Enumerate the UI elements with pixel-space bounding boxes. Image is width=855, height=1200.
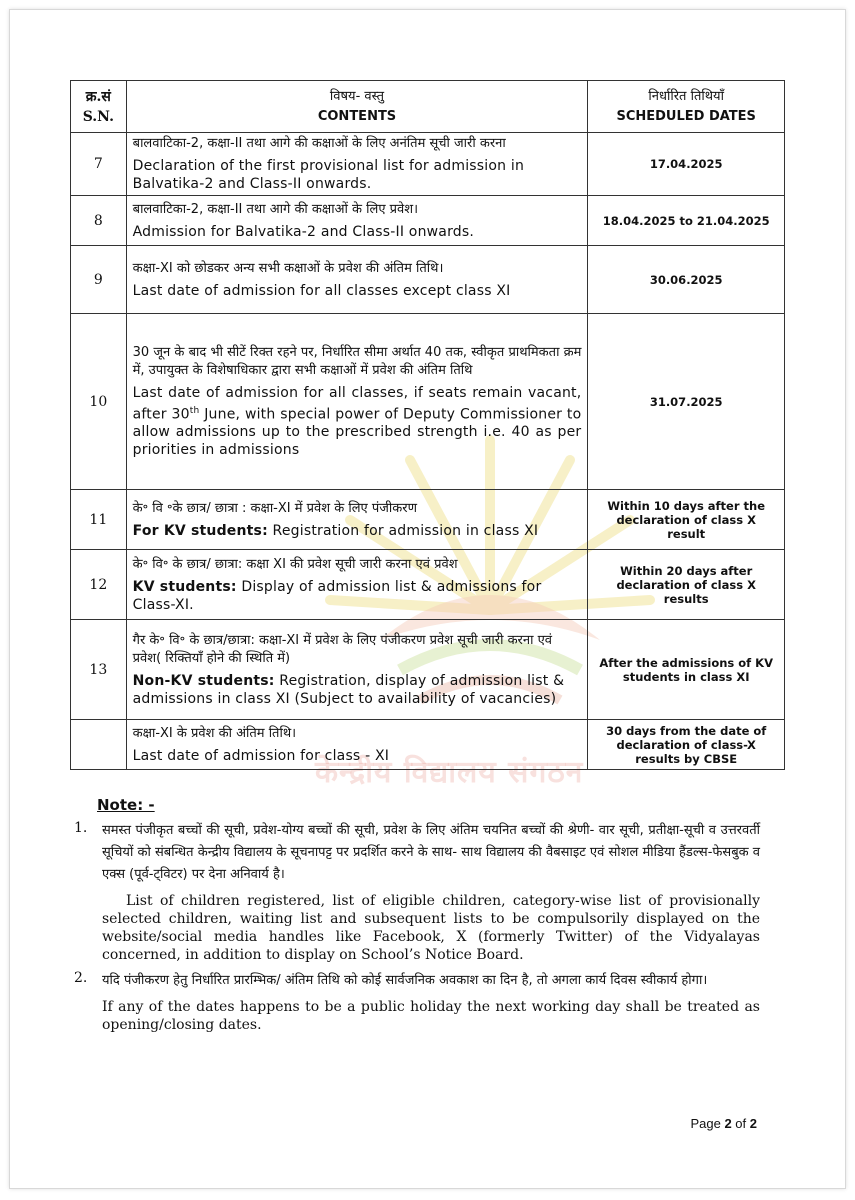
row-date: 30.06.2025 — [588, 246, 785, 314]
row-content-english: Last date of admission for class - XI — [132, 747, 390, 764]
row-content — [126, 720, 588, 770]
table-header-row — [71, 81, 785, 133]
row-date: Within 20 days after declaration of class X results — [588, 550, 785, 620]
note-item — [70, 970, 760, 1034]
row-content-hindi: कक्षा-XI के प्रवेश की अंतिम तिथि। — [132, 725, 297, 741]
row-content-hindi: बालवाटिका-2, कक्षा-II तथा आगे की कक्षाओं के लिए अनंतिम सूची जारी करना — [132, 136, 506, 151]
row-sn: 7 — [71, 133, 127, 196]
schedule-table — [70, 80, 785, 770]
row-content — [126, 196, 588, 246]
table-row — [71, 133, 785, 196]
row-date: 30 days from the date of declaration of class-X results by CBSE — [588, 720, 785, 770]
table-row — [71, 620, 785, 720]
row-date: 31.07.2025 — [588, 314, 785, 490]
row-content-english: KV students: Display of admission list & admissions for Class-XI. — [132, 578, 542, 613]
row-sn: 9 — [71, 246, 127, 314]
row-content-english: Last date of admission for all classes, if seats remain vacant, after 30th June, with special power of Deputy Commissioner to allow admissions up to the prescribed strength i.e. 40 as per priorities in admissions — [132, 384, 582, 459]
header-sn: क्र.सं S.N. — [71, 81, 127, 133]
note-hindi: समस्त पंजीकृत बच्चों की सूची, प्रवेश-योग्य बच्चों की सूची, प्रवेश के लिए अंतिम चयनित बच्चों की श्रेणी- वार सूची, प्रतीक्षा-सूची व उत्तरवर्ती सूचियों को संबन्धित केन्द्रीय विद्यालय के सूचनापट्ट पर प्रदर्शित करने के साथ- साथ विद्यालय की वैबसाइट एवं सोशल मीडिया हैंडल्स-फेसबुक व एक्स (पूर्व-ट्विटर) पर देना अनिवार्य है। — [102, 823, 760, 882]
table-row — [71, 490, 785, 550]
row-date: Within 10 days after the declaration of class X result — [588, 490, 785, 550]
note-item — [70, 820, 760, 964]
row-content-hindi: गैर के॰ वि॰ के छात्र/छात्रा: कक्षा-XI में प्रवेश के लिए पंजीकरण प्रवेश सूची जारी करना एवं प्रवेश( रिक्तियाँ होने की स्थिति में) — [132, 632, 553, 666]
notes-section — [70, 796, 760, 1034]
row-content-hindi: बालवाटिका-2, कक्षा-II तथा आगे की कक्षाओं के लिए प्रवेश। — [132, 201, 419, 217]
note-number: 1. — [74, 820, 88, 836]
watermark-text: केन्द्रीय विद्यालय संगठन — [315, 755, 584, 790]
row-sn: 13 — [71, 620, 127, 720]
note-number: 2. — [74, 970, 88, 986]
row-sn — [71, 720, 127, 770]
row-content — [126, 550, 588, 620]
row-content — [126, 490, 588, 550]
table-row — [71, 720, 785, 770]
row-content — [126, 133, 588, 196]
row-sn: 12 — [71, 550, 127, 620]
row-content — [126, 246, 588, 314]
row-content-english: Admission for Balvatika-2 and Class-II onwards. — [132, 223, 475, 240]
row-content-english: Declaration of the first provisional list for admission in Balvatika-2 and Class-II onwards. — [132, 158, 525, 192]
row-content-hindi: 30 जून के बाद भी सीटें रिक्त रहने पर, निर्धारित सीमा अर्थात 40 तक, स्वीकृत प्राथमिकता क्रम में, उपायुक्त के विशेषाधिकार द्वारा सभी कक्षाओं में प्रवेश की अंतिम तिथि — [132, 344, 582, 378]
header-contents: विषय- वस्तु CONTENTS — [126, 81, 588, 133]
row-content-hindi: कक्षा-XI को छोडकर अन्य सभी कक्षाओं के प्रवेश की अंतिम तिथि। — [132, 260, 444, 276]
table-row — [71, 196, 785, 246]
row-content — [126, 314, 588, 490]
row-content-english: Non-KV students: Registration, display of admission list & admissions in class XI (Subject to availability of vacancies) — [132, 672, 565, 707]
note-english: If any of the dates happens to be a public holiday the next working day shall be treated as opening/closing dates. — [102, 999, 760, 1033]
table-row — [71, 246, 785, 314]
row-sn: 11 — [71, 490, 127, 550]
header-scheduled-dates: निर्धारित तिथियाँ SCHEDULED DATES — [588, 81, 785, 133]
row-content — [126, 620, 588, 720]
row-content-hindi: के॰ वि॰ के छात्र/ छात्रा: कक्षा XI की प्रवेश सूची जारी करना एवं प्रवेश — [132, 556, 458, 572]
row-date: 18.04.2025 to 21.04.2025 — [588, 196, 785, 246]
row-sn: 10 — [71, 314, 127, 490]
row-date: 17.04.2025 — [588, 133, 785, 196]
notes-heading: Note: - — [97, 796, 155, 814]
row-date: After the admissions of KV students in class XI — [588, 620, 785, 720]
table-row — [71, 550, 785, 620]
row-sn: 8 — [71, 196, 127, 246]
page-number: 2 — [724, 1116, 732, 1131]
page-footer: Page 2 of 2 — [690, 1116, 757, 1131]
page-total: 2 — [749, 1116, 757, 1131]
note-english: List of children registered, list of eligible children, category-wise list of provisionally selected children, waiting list and subsequent lists to be compulsorily displayed on the website/social media handles like Facebook, X (formerly Twitter) of the Vidyalayas concerned, in addition to display on School’s Notice Board. — [102, 893, 760, 963]
row-content-hindi: के॰ वि ॰के छात्र/ छात्रा : कक्षा-XI में प्रवेश के लिए पंजीकरण — [132, 500, 417, 516]
table-row — [71, 314, 785, 490]
row-content-english: Last date of admission for all classes except class XI — [132, 282, 511, 299]
row-content-english: For KV students: Registration for admission in class XI — [132, 522, 539, 539]
note-hindi: यदि पंजीकरण हेतु निर्धारित प्रारम्भिक/ अंतिम तिथि को कोई सार्वजनिक अवकाश का दिन है, तो अगला कार्य दिवस स्वीकार्य होगा। — [102, 973, 708, 988]
